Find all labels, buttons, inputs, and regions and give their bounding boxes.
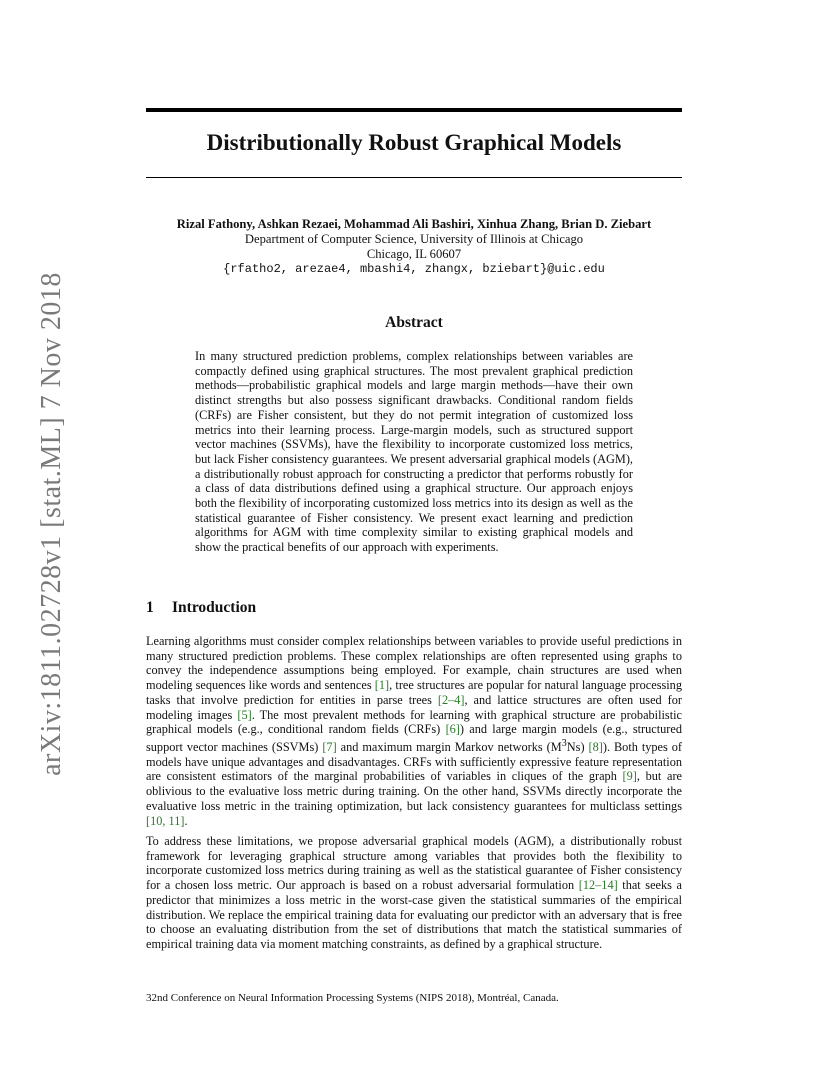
location: Chicago, IL 60607 <box>366 247 462 261</box>
text-run: Ns) <box>566 740 589 755</box>
text-run: . <box>184 813 188 828</box>
author-block <box>146 217 682 277</box>
citation-link[interactable]: [5] <box>237 707 252 722</box>
text-run: ). Both types of models have unique advantages and disadvantages. CRFs with sufficiently expressive feature representation are consistent estimators of the marginal probabilities of variables in cliques of the graph <box>146 740 682 784</box>
intro-paragraph-2 <box>146 834 682 952</box>
text-run: , tree structures are popular for natural language processing tasks that involve prediction for entities in parse trees <box>146 678 682 707</box>
citation-link[interactable]: [10, 11] <box>146 813 185 828</box>
author-names: Rizal Fathony, Ashkan Rezaei, Mohammad Ali Bashiri, Xinhua Zhang, Brian D. Ziebart <box>176 217 652 231</box>
text-run: ) and large margin models (e.g., structured support vector machines (SSVMs) <box>146 722 682 755</box>
text-run: and maximum margin Markov networks (M <box>336 740 562 755</box>
text-run: To address these limitations, we propose adversarial graphical models (AGM), a distributionally robust framework for leveraging graphical structure among variables that provides both the flexibility to incorporate customized loss metrics during training as well as the statistical guarantee of Fisher consistency for a chosen loss metric. Our approach is based on a robust adversarial formulation <box>146 834 682 893</box>
paper-title: Distributionally Robust Graphical Models <box>206 130 622 155</box>
text-run: . The most prevalent methods for learning with graphical structure are probabilistic graphical models (e.g., conditional random fields (CRFs) <box>146 707 683 737</box>
intro-paragraph-1 <box>146 634 682 828</box>
section-heading-introduction <box>146 599 256 617</box>
citation-link[interactable]: [12–14] <box>578 878 618 893</box>
citation-link[interactable]: [8] <box>588 740 603 755</box>
abstract-body: In many structured prediction problems, complex relationships between variables are compactly defined using graphical structures. The most prevalent graphical prediction methods—probabilistic graphical models and large margin methods—have their own distinct strengths but also possess significant drawbacks. Conditional random fields (CRFs) are Fisher consistent, but they do not permit integration of customized loss metrics into their learning process. Large-margin models, such as structured support vector machines (SSVMs), have the flexibility to incorporate customized loss metrics, but lack Fisher consistency guarantees. We present adversarial graphical models (AGM), a distributionally robust approach for constructing a predictor that performs robustly for a class of data distributions defined using a graphical structure. Our approach enjoys both the flexibility of incorporating customized loss metrics into its design as well as the statistical guarantee of Fisher consistency. We present exact learning and prediction algorithms for AGM with time complexity similar to existing graphical models and show the practical benefits of our approach with experiments. <box>195 349 633 555</box>
affiliation: Department of Computer Science, University of Illinois at Chicago <box>244 232 584 246</box>
citation-link[interactable]: [1] <box>374 678 390 693</box>
citation-link[interactable]: [7] <box>322 740 337 755</box>
text-run: , and lattice structures are often used for modeling images <box>146 692 682 722</box>
text-run: Learning algorithms must consider complex relationships between variables to provide useful predictions in many structured prediction problems. These complex relationships are often represented using graphs to convey the independence assumptions being employed. For example, chain structures are used when modeling sequences like words and sentences <box>146 634 682 693</box>
citation-link[interactable]: [9] <box>622 769 637 784</box>
title-bottom-rule <box>146 177 682 178</box>
section-title: Introduction <box>172 599 257 616</box>
conference-footnote: 32nd Conference on Neural Information Processing Systems (NIPS 2018), Montréal, Canada. <box>146 992 559 1004</box>
author-emails: {rfatho2, arezae4, mbashi4, zhangx, bziebart}@uic.edu <box>223 262 605 276</box>
citation-link[interactable]: [2–4] <box>437 692 465 707</box>
abstract-heading: Abstract <box>385 314 443 331</box>
text-run: that seeks a predictor that minimizes a loss metric in the worst-case given the statistical summaries of the empirical distribution. We replace the empirical training data for evaluating our predictor with an adversary that is free to choose an evaluating distribution from the set of distributions that match the statistical summaries of empirical training data via moment matching constraints, as defined by a graphical structure. <box>146 878 682 951</box>
text-run: , but are oblivious to the evaluative loss metric during training. On the other hand, SSVMs directly incorporate the evaluative loss metric in the training optimization, but lack consistency guarantees for multiclass settings <box>146 769 682 813</box>
citation-link[interactable]: [6] <box>445 722 460 737</box>
section-number: 1 <box>146 599 154 616</box>
arxiv-side-stamp: arXiv:1811.02728v1 [stat.ML] 7 Nov 2018 <box>36 272 67 776</box>
superscript: 3 <box>561 737 567 749</box>
title-top-rule <box>146 108 682 112</box>
